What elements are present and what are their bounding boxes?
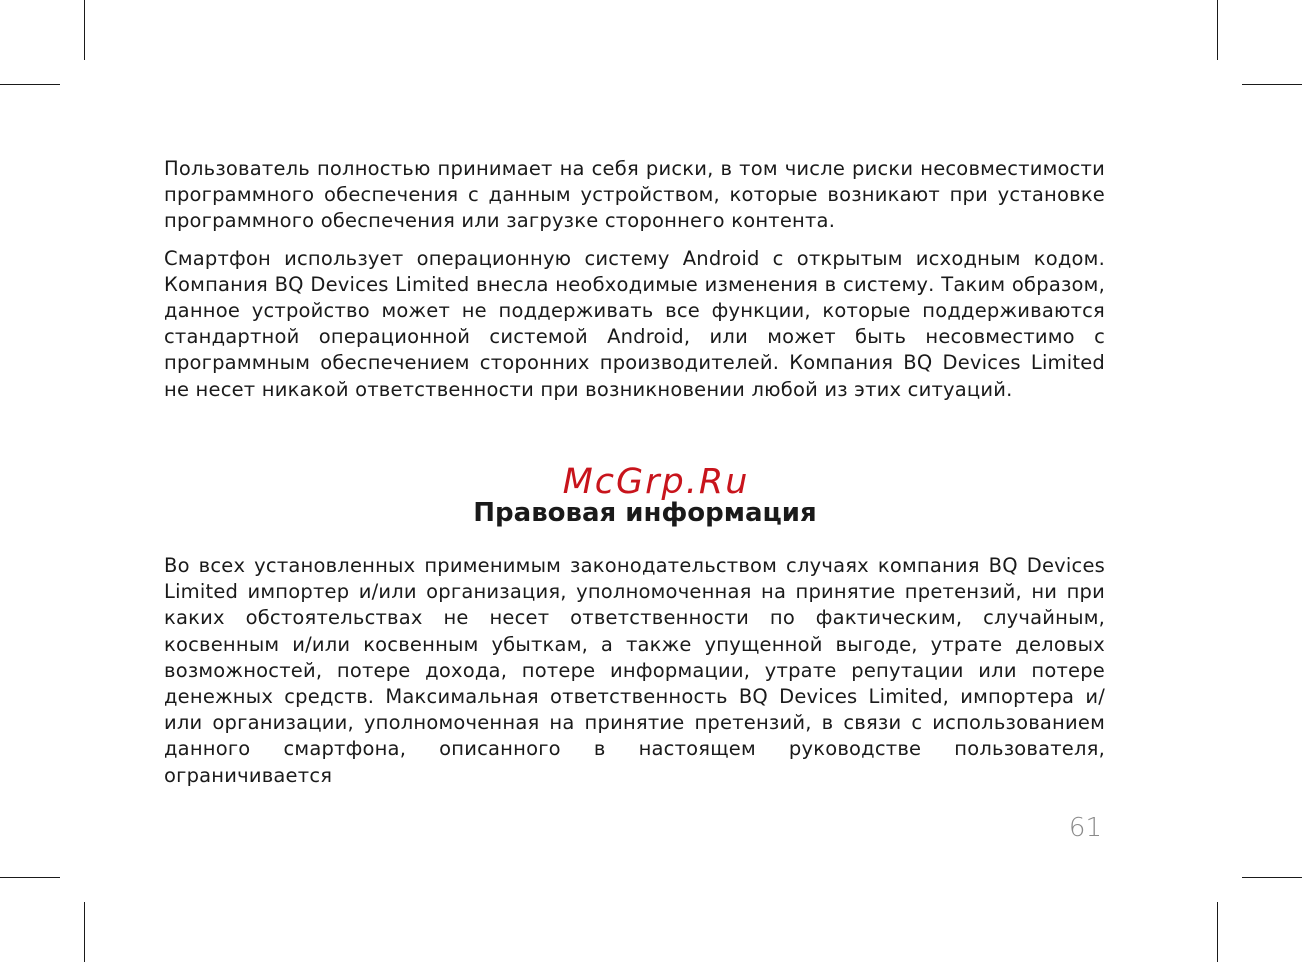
- crop-mark-top-right-vertical: [1217, 0, 1218, 60]
- legal-paragraph: Во всех установленных применимым законодательством случаях компания BQ Devices Limited импортер и/или организация, уполномоченная на принятие претензий, ни при каких обстоятельствах не несет ответственности по фактическим, случайным, косвенным и/или косвенным убыткам, а также упущенной выгоде, утрате деловых возможностей, потере дохода, потере информации, утрате репутации или потере денежных средств. Максимальная ответственность BQ Devices Limited, импортера и/или организации, уполномоченная на принятие претензий, в связи с использованием данного смартфона, описанного в настоящем руководстве пользователя, ограничивается: [164, 554, 1105, 787]
- legal-section: [164, 553, 1105, 789]
- legal-heading: Правовая информация: [473, 498, 817, 528]
- watermark: McGrp.Ru: [562, 462, 750, 502]
- page-number: 61: [1068, 813, 1102, 843]
- android-paragraph: Смартфон использует операционную систему Android с открытым исходным кодом. Компания BQ Devices Limited внесла необходимые изменения в систему. Таким образом, данное устройство может не поддерживать все функции, которые поддерживаются стандартной операционной системой Android, или может быть несовместимо с программным обеспечением сторонних производителей. Компания BQ Devices Limited не несет никакой ответственности при возникновении любой из этих ситуаций.: [164, 246, 1105, 401]
- intro-section: [164, 156, 1105, 403]
- crop-mark-top-right-horizontal: [1242, 84, 1302, 85]
- crop-mark-bottom-right-horizontal: [1242, 877, 1302, 878]
- crop-mark-bottom-right-vertical: [1217, 902, 1218, 962]
- crop-mark-bottom-left-vertical: [84, 902, 85, 962]
- crop-mark-bottom-left-horizontal: [0, 877, 60, 878]
- crop-mark-top-left-vertical: [84, 0, 85, 60]
- crop-mark-top-left-horizontal: [0, 84, 60, 85]
- risk-paragraph: Пользователь полностью принимает на себя риски, в том числе риски несовместимости программного обеспечения с данным устройством, которые возникают при установке программного обеспечения или загрузке стороннего контента.: [164, 157, 1105, 233]
